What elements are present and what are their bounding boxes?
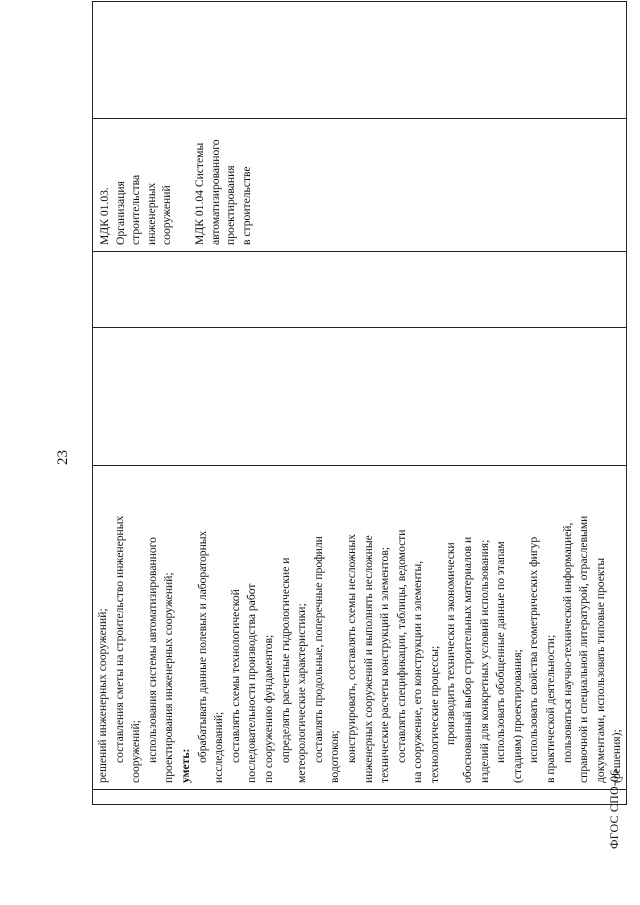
text-line: составления сметы на строительство инженерных bbox=[112, 515, 126, 763]
text-line: последовательности производства работ bbox=[245, 583, 259, 783]
text-line: обоснованный выбор строительных материалов и bbox=[461, 536, 475, 783]
mdk-line: сооружений bbox=[160, 185, 174, 245]
mdk-01-04 bbox=[192, 125, 254, 245]
text-line: изделий для конкретных условий использования; bbox=[477, 539, 491, 783]
code-cell bbox=[93, 790, 627, 805]
text-line: по сооружению фундаментов; bbox=[261, 634, 275, 783]
text-line: решений инженерных сооружений; bbox=[96, 608, 109, 783]
text-line: документами, использовать типовые проекты bbox=[593, 557, 607, 783]
mdk-line: в строительстве bbox=[239, 166, 253, 245]
hours-cell bbox=[93, 328, 627, 466]
text-line: в практической деятельности; bbox=[544, 634, 558, 783]
text-line: водотоков; bbox=[328, 730, 342, 783]
mdk-line: Организация bbox=[113, 181, 127, 245]
text-line: составлять схемы технологической bbox=[228, 589, 242, 763]
text-line: инженерных сооружений и выполнять несложные bbox=[361, 535, 375, 783]
mdk-line: инженерных bbox=[144, 182, 158, 245]
text-line: уметь: bbox=[178, 748, 192, 783]
text-line: (решения); bbox=[610, 729, 624, 783]
text-line: обрабатывать данные полевых и лабораторных bbox=[195, 530, 209, 763]
text-line: справочной и специальной литературой, отраслевыми bbox=[577, 515, 591, 783]
text-line: пользоваться научно-технической информацией, bbox=[560, 522, 574, 763]
text-line: проектирования инженерных сооружений; bbox=[162, 572, 176, 783]
table-row bbox=[93, 2, 627, 805]
text-line: использовать обобщенные данные по этапам bbox=[494, 541, 508, 763]
text-line: производить технически и экономически bbox=[444, 542, 458, 745]
mdk-01-03 bbox=[97, 125, 175, 245]
mdk-line: строительства bbox=[129, 174, 143, 245]
mdk-line: автоматизированного bbox=[208, 139, 222, 245]
text-line: составлять спецификации, таблицы, ведомости bbox=[394, 529, 408, 763]
competence-cell bbox=[93, 2, 627, 119]
text-line: (стадиям) проектирования; bbox=[510, 649, 524, 783]
text-line: составлять продольные, поперечные профили bbox=[311, 536, 325, 763]
text-line: исследований; bbox=[212, 711, 226, 783]
text-line: использовать свойства геометрических фигур bbox=[527, 536, 541, 763]
requirements-text bbox=[95, 472, 626, 783]
text-line: определять расчетные гидрологические и bbox=[278, 557, 292, 763]
text-line: технические расчеты конструкций и элементов; bbox=[378, 546, 392, 783]
mdk-line: МДК 01.04 Системы bbox=[192, 142, 206, 245]
text-line: сооружений; bbox=[129, 720, 143, 783]
mdk-cell bbox=[93, 119, 627, 252]
discipline-cell bbox=[93, 252, 627, 328]
text-line: метеорологические характеристики; bbox=[295, 603, 309, 783]
footer-label: ФГОС СПО-06 bbox=[607, 769, 621, 849]
mdk-line: МДК 01.03. bbox=[98, 187, 111, 245]
text-line: технологические процессы; bbox=[427, 645, 441, 783]
mdk-line: проектирования bbox=[224, 165, 238, 245]
page-number: 23 bbox=[55, 450, 71, 465]
text-line: конструировать, составлять схемы несложных bbox=[344, 534, 358, 763]
requirements-cell bbox=[93, 466, 627, 790]
text-line: на сооружение, его конструкции и элементы, bbox=[411, 560, 425, 783]
text-line: использования системы автоматизированного bbox=[145, 537, 159, 763]
curriculum-table bbox=[92, 1, 627, 805]
